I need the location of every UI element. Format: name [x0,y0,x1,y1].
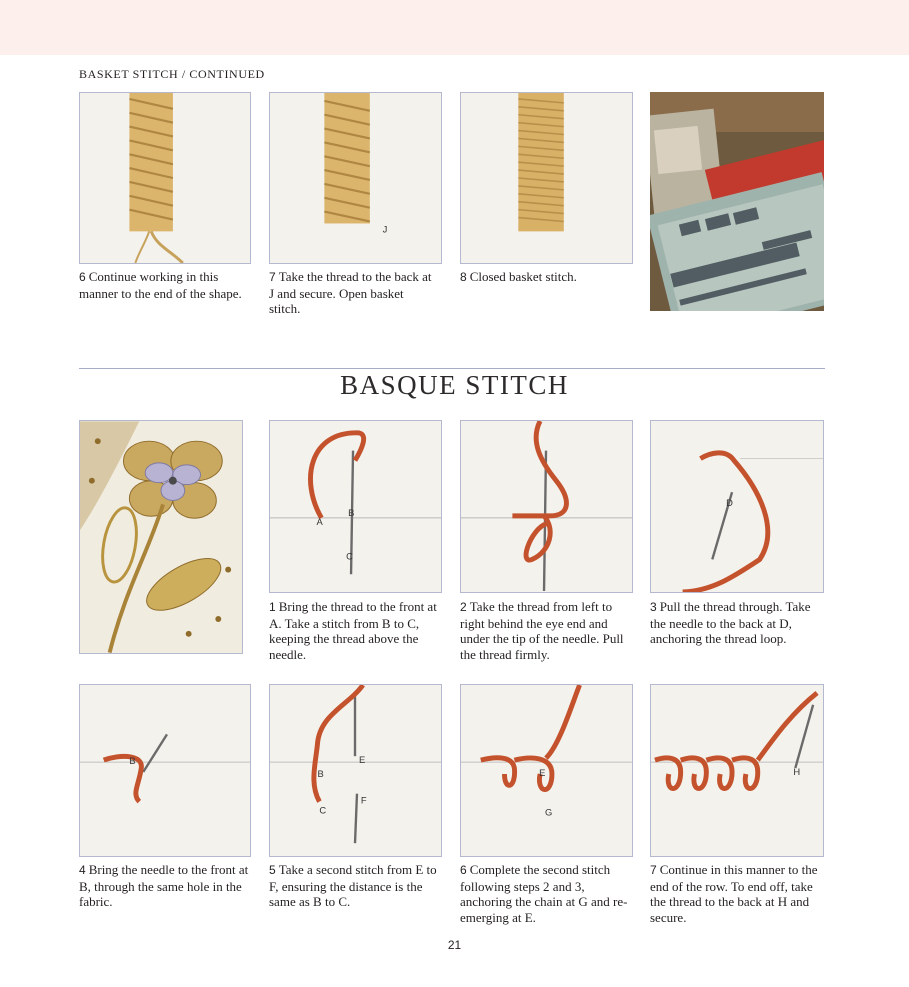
basket-step-6-caption [79,269,244,301]
label-a: A [316,515,323,527]
label-d: D [726,497,733,509]
step-text: Continue in this manner to the end of the row. To end off, take the thread to the back at H and secure. [650,862,818,925]
step-text: Continue working in this manner to the end of the shape. [79,269,242,301]
step-text: Complete the second stitch following steps 2 and 3, anchoring the chain at G and re-emerging at E. [460,862,628,925]
step-text: Take the thread to the back at J and secure. Open basket stitch. [269,269,432,316]
step-text: Take a second stitch from E to F, ensuring the distance is the same as B to C. [269,862,437,909]
basket-step-7-caption [269,269,434,317]
step-number: 4 [79,863,86,877]
label-g: G [545,806,553,818]
basque-step-7-caption [650,862,825,925]
step-number: 1 [269,600,276,614]
step-number: 7 [650,863,657,877]
basque-step-6-photo [460,684,633,857]
step-text: Closed basket stitch. [469,269,577,284]
label-h: H [793,765,801,777]
label-e: E [539,766,546,778]
basque-step-4-photo [79,684,251,857]
basque-step-6-caption [460,862,635,925]
basket-step-7-photo [269,92,442,264]
vintage-hooks-and-eyes-card-photo [650,92,824,311]
basque-step-1-caption [269,599,444,662]
step-number: 6 [460,863,467,877]
basque-step-7-photo [650,684,824,857]
section-divider [79,368,825,369]
basque-step-5-caption [269,862,444,910]
basket-step-8-caption [460,269,625,286]
step-text: Take the thread from left to right behind the eye end and under the tip of the needle. Pull the thread firmly. [460,599,624,662]
basque-step-3-caption [650,599,825,647]
label-b: B [348,506,355,518]
step-text: Pull the thread through. Take the needle to the back at D, anchoring the thread loop. [650,599,811,646]
page-header-band [0,0,909,55]
page-number: 21 [447,938,462,952]
step-number: 7 [269,270,276,284]
label-j: J [382,224,388,235]
step-text: Bring the thread to the front at A. Take a stitch from B to C, keeping the thread above the needle. [269,599,437,662]
running-head: BASKET STITCH / CONTINUED [79,67,265,81]
label-b: B [317,767,324,779]
basque-step-1-photo [269,420,442,593]
step-text: Bring the needle to the front at B, through the same hole in the fabric. [79,862,249,909]
basque-step-4-caption [79,862,254,910]
basque-step-3-photo [650,420,824,593]
label-b: B [129,756,136,767]
label-c: C [346,550,353,562]
step-number: 2 [460,600,467,614]
basque-step-5-photo [269,684,442,857]
step-number: 6 [79,270,86,284]
label-c: C [319,804,327,816]
basket-step-8-photo [460,92,633,264]
step-number: 5 [269,863,276,877]
basque-step-2-caption [460,599,635,662]
label-e: E [358,754,366,766]
step-number: 8 [460,270,467,284]
gold-floral-embroidery-photo [79,420,243,654]
label-f: F [360,794,367,806]
section-title: BASQUE STITCH [340,370,569,400]
basque-step-2-photo [460,420,633,593]
basket-step-6-photo [79,92,251,264]
step-number: 3 [650,600,657,614]
